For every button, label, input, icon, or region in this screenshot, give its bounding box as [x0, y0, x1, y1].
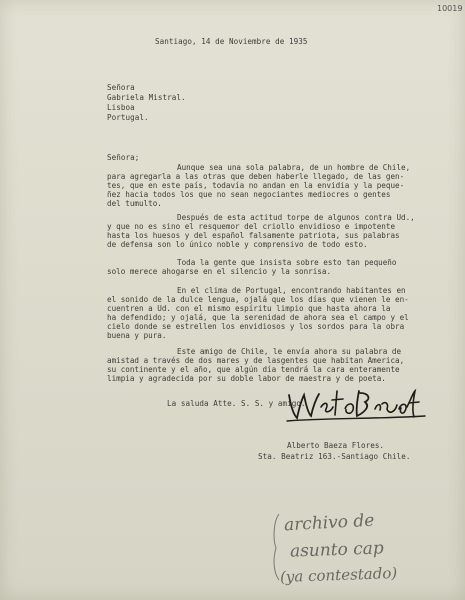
paragraph-line: para agregarla a las otras que deben haberle llegado, de las gen-: [107, 171, 405, 181]
paragraph-line: limpia y agradecida por su doble labor de maestra y de poeta.: [107, 373, 386, 383]
paragraph-line: solo merece ahogarse en el silencio y la sonrisa.: [107, 266, 332, 276]
handwritten-annotation-line: asunto cap: [289, 538, 385, 562]
recipient-line: Señora: [107, 83, 135, 92]
letter-paragraph: [107, 348, 404, 384]
paragraph-line: En el clima de Portugal, encontrando habitantes en: [177, 286, 406, 295]
closing-line: La saluda Atte. S. S. y amigo.: [167, 399, 306, 408]
paragraph-line: tes, que en este país, todavía no andan en la envidia y la peque-: [107, 180, 405, 190]
paragraph-line: ñez hacia todos los que no sean negociantes mediocres o gentes: [107, 189, 391, 199]
signer-name: Alberto Baeza Flores.: [287, 441, 385, 450]
letter-paragraph: [107, 287, 409, 340]
paragraph-line: su continente y el año, que algún día tendrá la cara enteramente: [107, 364, 400, 374]
handwritten-annotation-line: archivo de: [283, 510, 375, 536]
letter-paragraph: [107, 259, 396, 277]
signer-address: Sta. Beatriz 163.-Santiago Chile.: [258, 452, 411, 461]
handwritten-signature: [285, 385, 430, 425]
paragraph-line: de defensa son lo único noble y comprensivo de todo esto.: [107, 239, 368, 249]
recipient-line: Gabriela Mistral.: [107, 93, 186, 102]
paragraph-line: y que no es sino el resquemor del criollo envidioso e impotente: [107, 221, 396, 231]
paragraph-line: amistad a través de dos mares y de lasgentes que habitan America,: [107, 355, 405, 365]
paragraph-line: Este amigo de Chile, le envía ahora su palabra de: [177, 347, 402, 356]
recipient-line: Portugal.: [107, 113, 149, 122]
recipient-line: Lisboa: [107, 103, 135, 112]
paragraph-line: buena y pura.: [107, 330, 167, 340]
paragraph-line: Toda la gente que insista sobre esto tan pequeño: [177, 258, 397, 267]
paragraph-line: cuentren a Ud. con el mismo espíritu limpio que hasta ahora la: [107, 303, 391, 313]
letter-date: Santiago, 14 de Noviembre de 1935: [155, 37, 308, 46]
paragraph-line: cielo donde se estrellen los envidiosos y los sordos para la obra: [107, 321, 405, 331]
salutation: Señora;: [107, 153, 140, 162]
paragraph-line: del tumulto.: [107, 198, 162, 208]
paragraph-line: el sonido de la dulce lengua, ojalá que los días que vienen le en-: [107, 294, 409, 304]
paragraph-line: ha defendido; y ojalá, que la serenidad de ahora sea el campo y el: [107, 312, 409, 322]
paragraph-line: Después de esta actitud torpe de algunos contra Ud.,: [177, 213, 415, 222]
paragraph-line: hasta los huesos y del español falsamente patriota, sus palabras: [107, 230, 400, 240]
letter-paragraph: [107, 164, 410, 209]
archive-reference-number: 10019: [437, 4, 463, 13]
letter-paragraph: [107, 214, 415, 250]
handwritten-annotation-line: (ya contestado): [279, 563, 398, 587]
paragraph-line: Aunque sea una sola palabra, de un hombre de Chile,: [177, 163, 411, 172]
